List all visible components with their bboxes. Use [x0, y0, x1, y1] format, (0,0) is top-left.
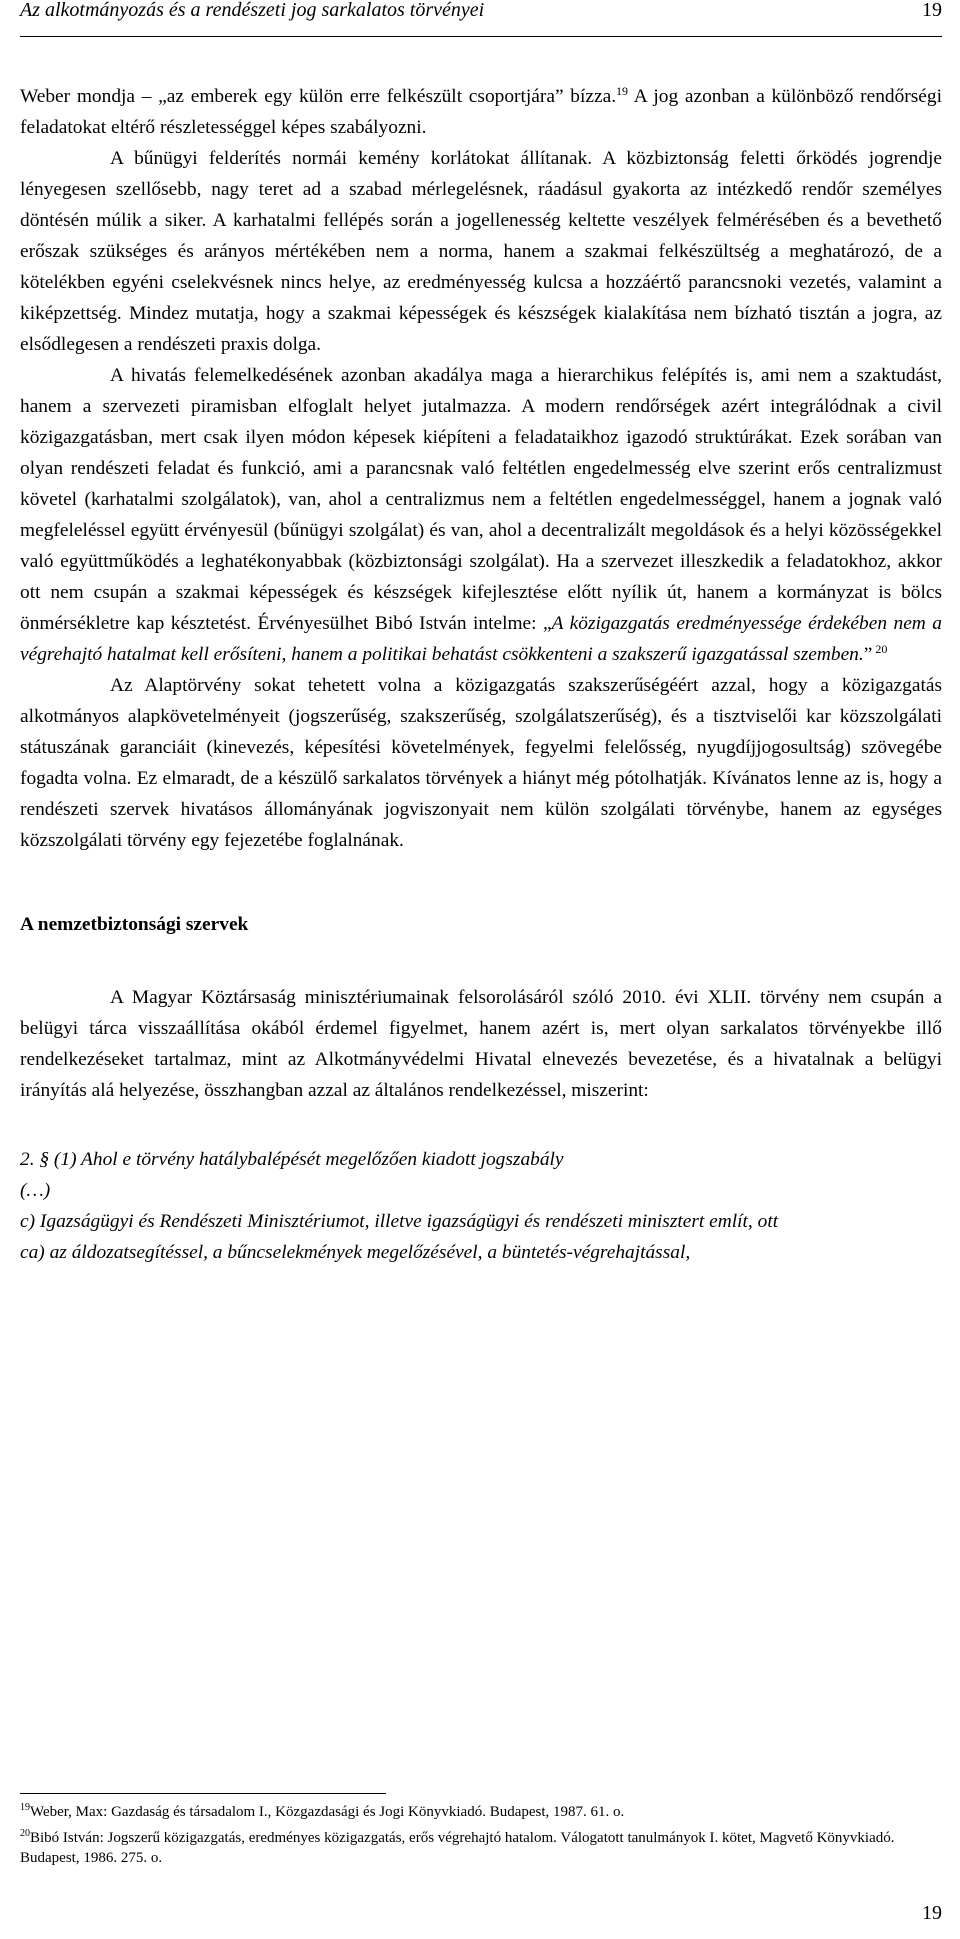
running-header	[20, 0, 942, 37]
footnote-ref-20[interactable]: 20	[872, 642, 888, 656]
legal-line-4: ca) az áldozatsegítéssel, a bűncselekmények megelőzésével, a büntetés-végrehajtással,	[20, 1242, 691, 1263]
paragraph-hierarchy-text: A hivatás felemelkedésének azonban akadálya maga a hierarchikus felépítés is, ami nem a szaktudást, hanem a szervezeti piramisban elfoglalt helyet jutalmazza. A modern rendőrségek azért integrálódnak a civil közigazgatásban, mert csak ilyen módon képesek kiépíteni a feladataikhoz igazodó struktúrákat. Ezek sorában van olyan rendészeti feladat és funkció, ami a parancsnak való feltétlen engedelmesség elve szerint erős centralizmust követel (karhatalmi szolgálatok), van, ahol a centralizmus nem a feltétlen engedelmességgel, hanem a jognak való megfeleléssel együtt érvényesül (bűnügyi szolgálat) és van, ahol a decentralizált megoldások és a helyi közösségekkel való együttműködés a leghatékonyabbak (közbiztonsági szolgálat). Ha a szervezet illeszkedik a feladatokhoz, akkor ott nem csupán a szakmai képességek és készségek kifejlesztése előtt nyílik út, hanem a kormányzat is bölcs önmérsékletre kap késztetést. Érvényesülhet Bibó István intelme: „	[20, 365, 942, 634]
footnote-text: Bibó István: Jogszerű közigazgatás, eredményes közigazgatás, erős végrehajtó hatalom. Válogatott tanulmányok I. kötet, Magvető Könyvkiadó. Budapest, 1986. 275. o.	[20, 1830, 895, 1866]
footnote-separator	[20, 1793, 386, 1794]
paragraph-weber-text-1: Weber mondja – „az emberek egy külön erre felkészült csoportjára” bízza.	[20, 86, 617, 107]
footer-page-number: 19	[922, 1902, 942, 1924]
footnote-text: Weber, Max: Gazdaság és társadalom I., Közgazdasági és Jogi Könyvkiadó. Budapest, 1987. 61. o.	[30, 1804, 625, 1820]
legal-line-1-prefix: 2.	[20, 1149, 40, 1170]
footnote-20	[20, 1828, 942, 1868]
paragraph-ministries-act: A Magyar Köztársaság minisztériumainak felsorolásáról szóló 2010. évi XLII. törvény nem csupán a belügyi tárca visszaállítása okából érdemel figyelmet, hanem azért is, mert olyan sarkalatos törvényekbe illő rendelkezéseket tartalmaz, mint az Alkotmányvédelmi Hivatal elnevezés bevezetése, és a hivatalnak a belügyi irányítás alá helyezése, összhangban azzal az általános rendelkezéssel, miszerint:	[20, 987, 942, 1101]
bibo-quote: A közigazgatás eredményessége érdekében nem a végrehajtó hatalmat kell erősíteni, hanem a politikai behatást csökkenteni a szakszerű igazgatással szemben.	[20, 613, 942, 665]
footnote-19	[20, 1802, 942, 1822]
legal-line-2: (…)	[20, 1180, 51, 1201]
paragraph-criminal-investigation: A bűnügyi felderítés normái kemény korlátokat állítanak. A közbiztonság feletti őrködés jogrendje lényegesen szellősebb, nagy teret ad a szabad mérlegelésnek, ráadásul gyakorta az intézkedő rendőr személyes döntésén múlik a siker. A karhatalmi fellépés során a jogellenesség keltette veszélyek felmérésében és a bevethető erőszak szükséges és arányos mértékében nem a norma, hanem a szakmai felkészültség a meghatározó, de a kötelékben egyéni cselekvésnek nincs helye, az eredményesség kulcsa a hozzáértő parancsnoki vezetés, valamint a kiképzettség. Mindez mutatja, hogy a szakmai képességek és készségek kialakítása nem bízható tisztán a jogra, az elsődlegesen a rendészeti praxis dolga.	[20, 148, 942, 355]
footnote-ref-19[interactable]: 19	[616, 84, 629, 98]
paragraph-hierarchy	[20, 360, 942, 670]
paragraph-fundamental-law: Az Alaptörvény sokat tehetett volna a közigazgatás szakszerűségéért azzal, hogy a közigazgatás alkotmányos alapkövetelményeit (jogszerűség, szakszerűség, szolgálatszerűség), és a tisztviselői kar közszolgálati státuszának garanciáit (kinevezés, képesítési követelmények, fegyelmi felelősség, nyugdíjjogosultság) szövegébe fogadta volna. Ez elmaradt, de a készülő sarkalatos törvények a hiányt még pótolhatják. Kívánatos lenne az is, hogy a rendészeti szervek hivatásos állományának jogviszonyait nem külön szolgálati törvénybe, hanem az egységes közszolgálati törvény egy fejezetébe foglalnának.	[20, 675, 942, 851]
legal-line-3: c) Igazságügyi és Rendészeti Minisztériumot, illetve igazságügyi és rendészeti minisztert említ, ott	[20, 1211, 779, 1232]
footnotes	[20, 1802, 942, 1874]
paragraph-weber	[20, 81, 942, 143]
legal-quotation	[20, 1144, 942, 1268]
header-title: Az alkotmányozás és a rendészeti jog sarkalatos törvényei	[20, 0, 485, 21]
footnote-number: 20	[20, 1828, 30, 1839]
paragraph-weber-text-2: A jog azonban a különböző rendőrségi feladatokat eltérő részletességgel képes szabályozni.	[20, 86, 942, 138]
footnote-number: 19	[20, 1802, 30, 1813]
legal-line-1	[20, 1144, 942, 1175]
header-page-number: 19	[922, 0, 942, 21]
legal-line-1-text: § (1) Ahol e törvény hatálybalépését megelőzően kiadott jogszabály	[39, 1149, 564, 1170]
bibo-quote-close: ”	[863, 644, 873, 665]
document-body	[20, 81, 942, 1268]
section-heading: A nemzetbiztonsági szervek	[20, 914, 249, 935]
